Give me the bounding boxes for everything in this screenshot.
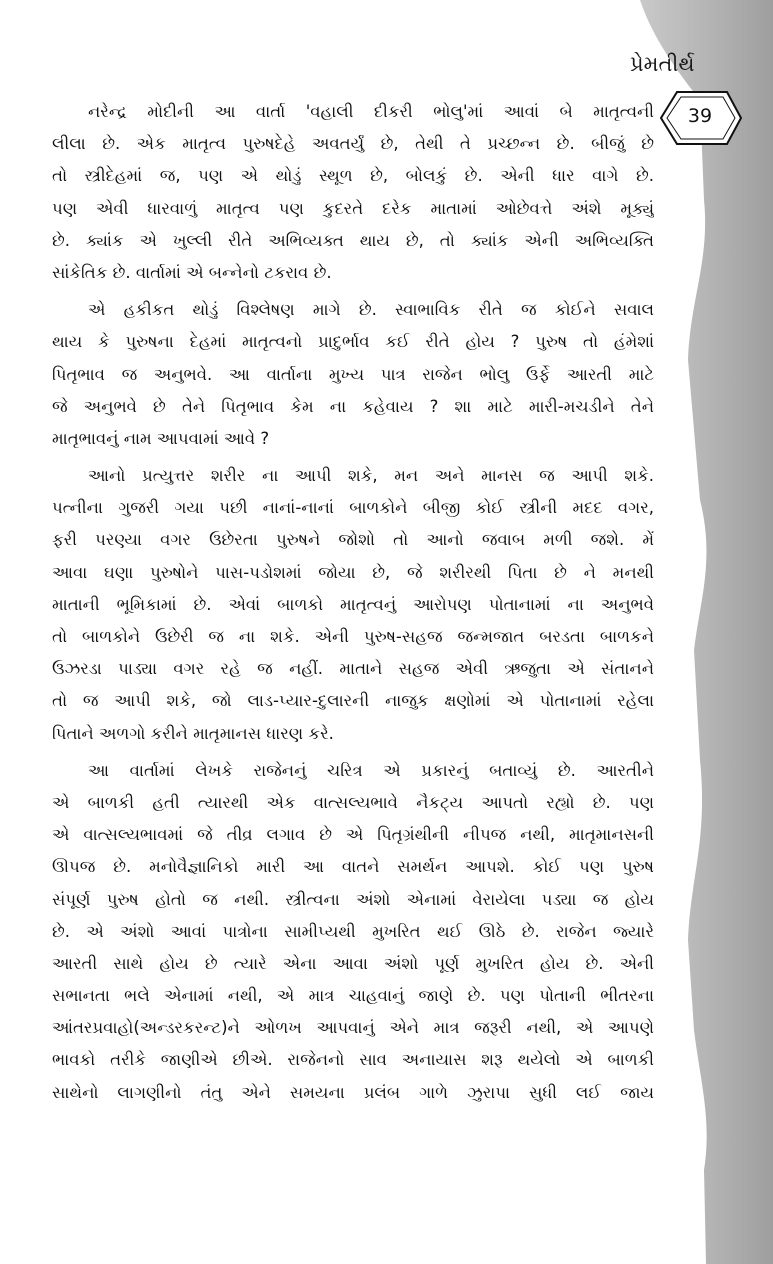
text-line: એ વાત્સલ્યભાવમાં જે તીવ્ર લગાવ છે એ પિતૃગ્રંથીની નીપજ નથી, માતૃમાનસની bbox=[52, 825, 654, 845]
text-line: પિતૃભાવ જ અનુભવે. આ વાર્તાના મુખ્ય પાત્ર રાજેન ભોલુ ઉર્ફે આરતી માટે bbox=[52, 364, 654, 384]
text-line: પણ એવી ધારવાળું માતૃત્વ પણ કુદરતે દરેક માતામાં ઓછેવત્તે અંશે મૂક્યું bbox=[52, 198, 654, 218]
text-line: આનો પ્રત્યુત્તર શરીર ના આપી શકે, મન અને માનસ જ આપી શકે. bbox=[88, 466, 654, 486]
text-line: ફરી પરણ્યા વગર ઉછેરતા પુરુષને જોશો તો આનો જવાબ મળી જશે. મેં bbox=[52, 530, 654, 550]
paragraph-1 bbox=[52, 96, 654, 289]
text-line: માતૃભાવનું નામ આપવામાં આવે ? bbox=[52, 428, 270, 448]
text-line: આ વાર્તામાં લેખકે રાજેનનું ચરિત્ર એ પ્રકારનું બતાવ્યું છે. આરતીને bbox=[88, 760, 654, 780]
text-line: છે. એ અંશો આવાં પાત્રોના સામીપ્યથી મુખરિત થઈ ઊઠે છે. રાજેન જ્યારે bbox=[52, 921, 654, 941]
text-line: સંપૂર્ણ પુરુષ હોતો જ નથી. સ્ત્રીત્વના અંશો એનામાં વેરાયેલા પડ્યા જ હોય bbox=[52, 889, 654, 909]
text-line: તો જ આપી શકે, જો લાડ-પ્યાર-દુલારની નાજુક ક્ષણોમાં એ પોતાનામાં રહેલા bbox=[52, 691, 654, 711]
text-line: પિતાને અળગો કરીને માતૃમાનસ ધારણ કરે. bbox=[52, 723, 334, 743]
running-title: પ્રેમતીર્થ bbox=[630, 52, 695, 76]
text-line: આરતી સાથે હોય છે ત્યારે એના આવા અંશો પૂર્ણ મુખરિત હોય છે. એની bbox=[52, 953, 654, 973]
paragraph-3 bbox=[52, 460, 654, 750]
text-line: થાય કે પુરુષના દેહમાં માતૃત્વનો પ્રાદુર્ભાવ કઈ રીતે હોય ? પુરુષ તો હંમેશાં bbox=[52, 332, 654, 352]
text-line: સભાનતા ભલે એનામાં નથી, એ માત્ર ચાહવાનું જાણે છે. પણ પોતાની ભીતરના bbox=[52, 986, 654, 1006]
text-line: છે. ક્યાંક એ ખુલ્લી રીતે અભિવ્યક્ત થાય છે, તો ક્યાંક એની અભિવ્યક્તિ bbox=[52, 230, 654, 250]
text-line: માતાની ભૂમિકામાં છે. એવાં બાળકો માતૃત્વનું આરોપણ પોતાનામાં ના અનુભવે bbox=[52, 594, 654, 614]
text-line: સાંકેતિક છે. વાર્તામાં એ બન્નેનો ટકરાવ છે. bbox=[52, 262, 332, 282]
text-line: ઉઝરડા પાડ્યા વગર રહે જ નહીં. માતાને સહજ એવી ઋજુતા એ સંતાનને bbox=[52, 659, 654, 679]
text-line: એ હકીકત થોડું વિશ્લેષણ માગે છે. સ્વાભાવિક રીતે જ કોઈને સવાલ bbox=[88, 300, 654, 320]
text-line: તો સ્ત્રીદેહમાં જ, પણ એ થોડું સ્થૂળ છે, બોલકું છે. એની ધાર વાગે છે. bbox=[52, 166, 654, 186]
body-text bbox=[52, 96, 654, 1114]
text-line: સાથેનો લાગણીનો તંતુ એને સમયના પ્રલંબ ગાળે ઝુરાપા સુધી લઈ જાય bbox=[52, 1082, 654, 1102]
text-line: તો બાળકોને ઉછેરી જ ના શકે. એની પુરુષ-સહજ જન્મજાત બરડતા બાળકને bbox=[52, 627, 654, 646]
paragraph-4 bbox=[52, 755, 654, 1109]
page-number: 39 bbox=[687, 105, 713, 127]
text-line: નરેન્દ્ર મોદીની આ વાર્તા 'વહાલી દીકરી ભોલુ'માં આવાં બે માતૃત્વની bbox=[88, 102, 654, 121]
text-line: પત્નીના ગુજરી ગયા પછી નાનાં-નાનાં બાળકોને બીજી કોઈ સ્ત્રીની મદદ વગર, bbox=[52, 498, 654, 518]
text-line: ઊપજ છે. મનોવૈજ્ઞાનિકો મારી આ વાતને સમર્થન આપશે. કોઈ પણ પુરુષ bbox=[52, 857, 654, 877]
text-line: આવા ઘણા પુરુષોને પાસ-પડોશમાં જોયા છે, જે શરીરથી પિતા છે ને મનથી bbox=[52, 562, 654, 582]
text-line: જે અનુભવે છે તેને પિતૃભાવ કેમ ના કહેવાય ? શા માટે મારી-મચડીને તેને bbox=[52, 396, 654, 416]
paragraph-2 bbox=[52, 294, 654, 455]
text-line: આંતરપ્રવાહો(અન્ડરકરન્ટ)ને ઓળખ આપવાનું એને માત્ર જરૂરી નથી, એ આપણે bbox=[52, 1018, 654, 1038]
text-line: એ બાળકી હતી ત્યારથી એક વાત્સલ્યભાવે નૈકટ્ય આપતો રહ્યો છે. પણ bbox=[52, 792, 654, 812]
text-line: લીલા છે. એક માતૃત્વ પુરુષદેહે અવતર્યું છે, તેથી તે પ્રચ્છન્ન છે. બીજું છે bbox=[52, 134, 654, 154]
text-line: ભાવકો તરીકે જાણીએ છીએ. રાજેનનો સાવ અનાયાસ શરૂ થયેલો એ બાળકી bbox=[52, 1050, 654, 1070]
